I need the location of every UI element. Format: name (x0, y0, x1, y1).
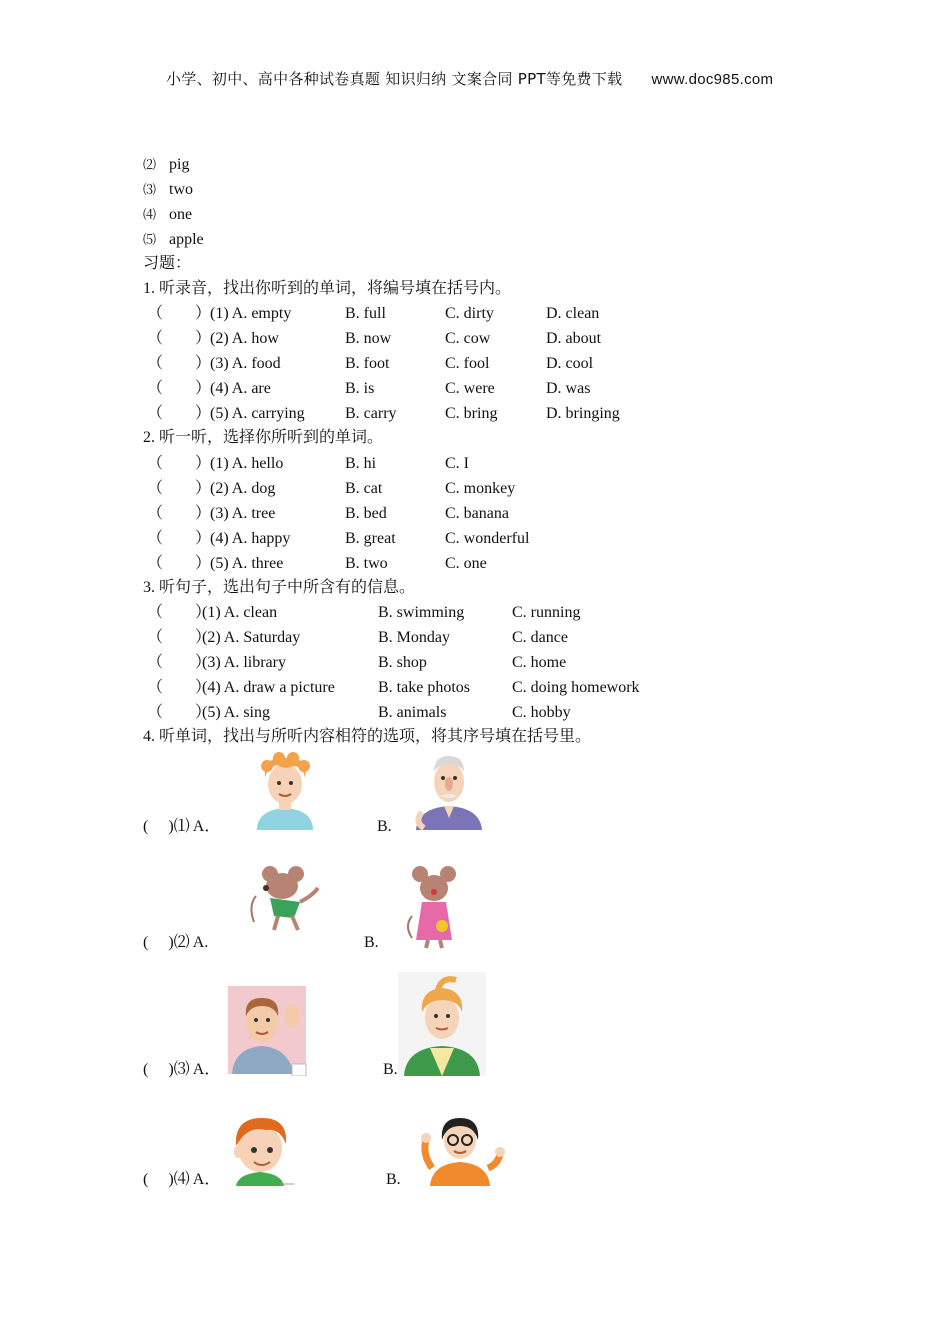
row-prefix: ( )⑵ A. (143, 934, 209, 951)
section2-row: （ ） (5) A. three B. two C. one (143, 551, 843, 576)
option-b-label: B. (364, 934, 379, 951)
answer-bracket[interactable]: （ ） (147, 330, 212, 347)
mouse-girl-image[interactable] (404, 866, 464, 950)
answer-bracket[interactable]: （ ） (147, 355, 212, 372)
word-item: ⑷ one (143, 206, 193, 223)
section3-title: 3. 听句子，选出句子中所含有的信息。 (143, 578, 416, 596)
answer-bracket[interactable]: （ ） (147, 554, 212, 572)
answer-bracket[interactable]: （ ） (147, 629, 212, 646)
section3-row: （ ） (3) A. library B. shop C. home (143, 650, 843, 675)
answer-bracket[interactable]: （ ） (147, 704, 212, 721)
old-man-image[interactable] (414, 752, 484, 830)
answer-bracket[interactable]: （ ） (147, 454, 212, 472)
row-prefix: ( )⑶ A． (143, 1061, 221, 1078)
section3-row: （ ） (1) A. clean B. swimming C. running (143, 600, 843, 625)
section1-row: （ ） (4) A. are B. is C. were D. was (143, 376, 843, 401)
word-item: ⑸ apple (143, 231, 204, 248)
red-haired-boy-image[interactable] (226, 1112, 296, 1186)
woman-image[interactable] (398, 972, 486, 1076)
answer-bracket[interactable]: （ ） (147, 479, 212, 497)
answer-bracket[interactable]: （ ） (147, 529, 212, 547)
worksheet-content (143, 152, 843, 750)
section1-row: （ ） (3) A. food B. foot C. fool D. cool (143, 351, 843, 376)
section4-row (143, 812, 843, 836)
waving-man-image[interactable] (228, 986, 310, 1076)
answer-bracket[interactable]: （ ） (147, 604, 212, 621)
section1-row: （ ） (1) A. empty B. full C. dirty D. clean (143, 301, 843, 326)
header-text: 小学、初中、高中各种试卷真题 知识归纳 文案合同 PPT等免费下载 (166, 70, 623, 88)
section2-row: （ ） (4) A. happy B. great C. wonderful (143, 526, 843, 551)
section2-row: （ ） (2) A. dog B. cat C. monkey (143, 476, 843, 501)
exercise-label: 习题： (143, 255, 192, 272)
option-b-label: B. (377, 818, 392, 835)
answer-bracket[interactable]: （ ） (147, 504, 212, 522)
answer-bracket[interactable]: （ ） (147, 679, 212, 696)
answer-bracket[interactable]: （ ） (147, 654, 212, 671)
row-prefix: ( )⑴ A． (143, 818, 221, 835)
section4-title: 4. 听单词，找出与所听内容相符的选项，将其序号填在括号里。 (143, 728, 592, 745)
section3-row: （ ） (2) A. Saturday B. Monday C. dance (143, 625, 843, 650)
answer-bracket[interactable]: （ ） (147, 380, 212, 397)
section3-row: （ ） (5) A. sing B. animals C. hobby (143, 700, 843, 725)
row-prefix: ( )⑷ A． (143, 1171, 221, 1188)
section1-title: 1. 听录音，找出你听到的单词，将编号填在括号内。 (143, 279, 512, 297)
answer-bracket[interactable]: （ ） (147, 305, 212, 322)
word-item: ⑶ two (143, 181, 193, 198)
header-url[interactable]: www.doc985.com (651, 71, 774, 88)
answer-bracket[interactable]: （ ） (147, 405, 212, 422)
girl-with-glasses-image[interactable] (414, 1110, 506, 1186)
option-b-label: B. (386, 1171, 401, 1188)
mouse-boy-image[interactable] (248, 866, 320, 932)
page-header (166, 68, 773, 89)
boy-with-curly-hair-image[interactable] (253, 752, 317, 830)
section3-row: （ ） (4) A. draw a picture B. take photos C. doing homework (143, 675, 843, 700)
option-b-label: B. (383, 1061, 398, 1078)
section2-title: 2. 听一听，选择你所听到的单词。 (143, 429, 384, 446)
section2-row: （ ） (1) A. hello B. hi C. I (143, 451, 843, 476)
section2-row: （ ） (3) A. tree B. bed C. banana (143, 501, 843, 526)
word-item: ⑵ pig (143, 156, 190, 173)
section1-row: （ ） (2) A. how B. now C. cow D. about (143, 326, 843, 351)
section1-row: （ ） (5) A. carrying B. carry C. bring D. bringing (143, 401, 843, 426)
